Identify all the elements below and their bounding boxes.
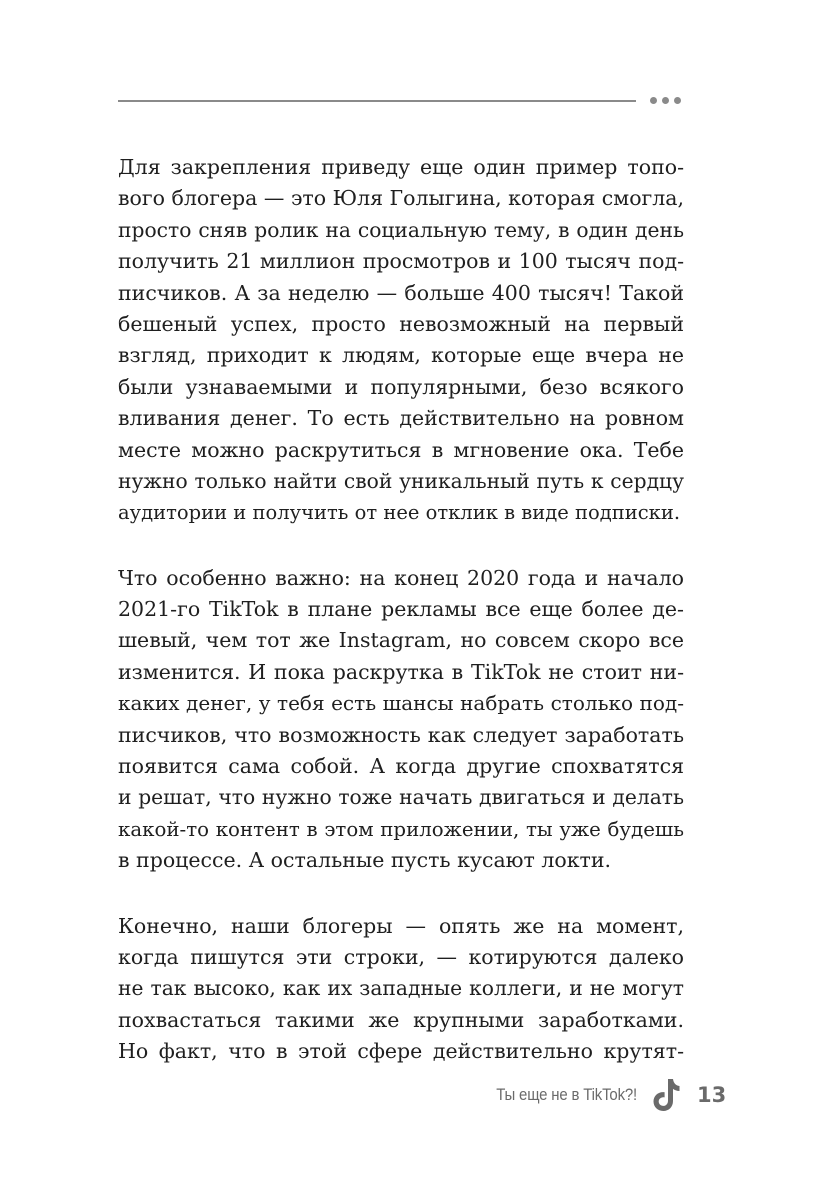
dot (650, 97, 657, 104)
dot (674, 97, 681, 104)
text-line: похвастаться такими же крупными заработками. (118, 1007, 684, 1032)
text-line: просто сняв ролик на социальную тему, в один день (118, 217, 684, 242)
text-line: когда пишутся эти строки, — котируются далеко (118, 944, 684, 969)
page-footer (477, 1077, 727, 1113)
text-line: вливания денег. То есть действительно на ровном (118, 406, 684, 431)
text-line: аудитории и получить от нее отклик в виде подписки. (118, 501, 681, 525)
header-rule (118, 100, 636, 102)
text-line: Но факт, что в этой сфере действительно крутят- (118, 1039, 684, 1064)
text-line: какой-то контент в этом приложении, ты уже будешь (118, 817, 684, 841)
text-line: нужно только найти свой уникальный путь к сердцу (118, 468, 684, 493)
text-line: Конечно, наши блогеры — опять же на момент, (118, 913, 684, 938)
text-line: писчиков, что возможность как следует заработать (118, 722, 684, 747)
text-line: вого блогера — это Юля Голыгина, которая смогла, (118, 186, 684, 211)
text-line: взгляд, приходит к людям, которые еще вчера не (118, 343, 684, 368)
running-title: Ты еще не в TikTok?! (496, 1085, 637, 1104)
text-line: изменится. И пока раскрутка в TikTok не стоит ни- (118, 659, 684, 684)
paragraph (118, 911, 684, 1068)
dot (662, 97, 669, 104)
paragraph (118, 563, 684, 877)
header-dots (650, 97, 681, 104)
text-line: бешеный успех, просто невозможный на первый (118, 311, 684, 336)
text-line: появится сама собой. А когда другие спохватятся (118, 754, 684, 779)
text-line: каких денег, у тебя есть шансы набрать столько под- (118, 691, 684, 716)
text-line: Что особенно важно: на конец 2020 года и начало (118, 565, 684, 590)
text-line: не так высоко, как их западные коллеги, и не могут (118, 976, 684, 1001)
page-body (118, 152, 684, 1102)
tiktok-note-icon (651, 1077, 681, 1113)
text-line: шевый, чем тот же Instagram, но совсем скоро все (118, 628, 684, 653)
page-number: 13 (697, 1083, 727, 1107)
text-line: получить 21 миллион просмотров и 100 тысяч под- (118, 249, 684, 274)
text-line: были узнаваемыми и популярными, безо всякого (118, 374, 684, 399)
text-line: в процессе. А остальные пусть кусают локти. (118, 848, 612, 873)
text-line: и решат, что нужно тоже начать двигаться и делать (118, 785, 684, 810)
paragraph (118, 152, 684, 529)
text-line: месте можно раскрутиться в мгновение ока. Тебе (118, 437, 684, 462)
text-line: Для закрепления приведу еще один пример топо- (118, 155, 684, 179)
text-line: писчиков. А за неделю — больше 400 тысяч! Такой (118, 280, 684, 305)
text-line: 2021-го TikTok в плане рекламы все еще более де- (118, 597, 684, 622)
